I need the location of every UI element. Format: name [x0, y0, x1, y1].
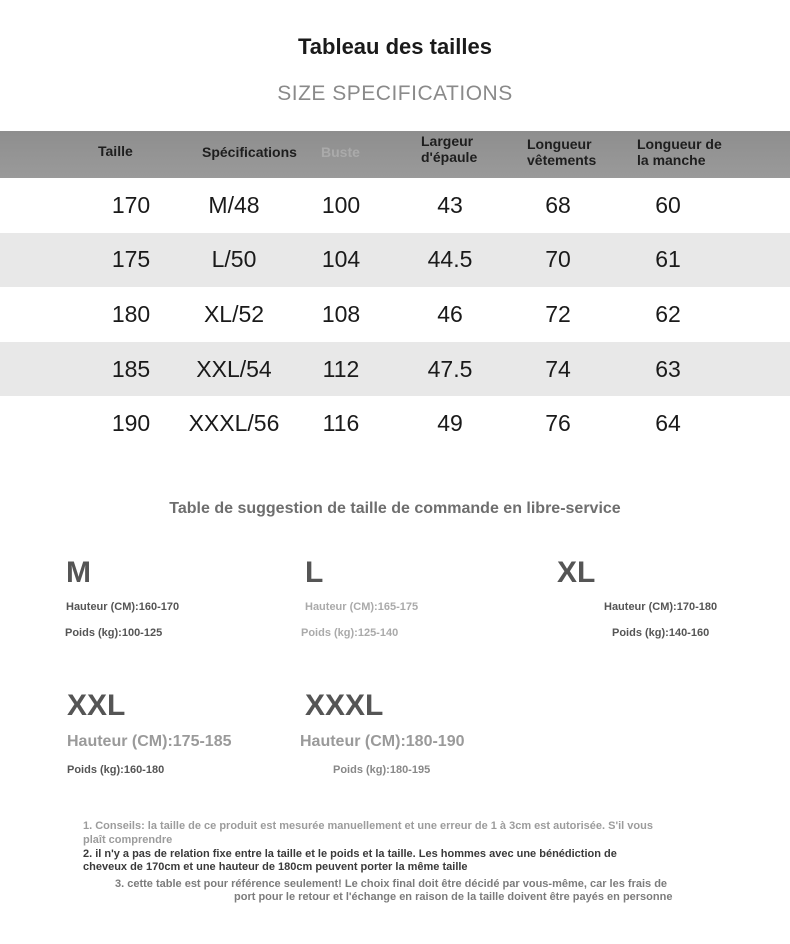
table-row	[0, 342, 790, 397]
table-cell: 76	[545, 410, 571, 437]
table-cell: M/48	[208, 191, 260, 218]
table-cell: 60	[655, 191, 681, 218]
size-weight: Poids (kg):160-180	[67, 764, 165, 776]
table-cell: 175	[111, 246, 151, 273]
table-cell: 190	[111, 410, 151, 437]
table-cell: 43	[437, 191, 463, 218]
table-cell: 46	[437, 300, 463, 327]
table-cell: 180	[111, 300, 151, 327]
note-1-line-1: 1. Conseils: la taille de ce produit est mesurée manuellement et une erreur de 1 à 3cm est autorisée. S'il vous	[83, 820, 653, 832]
table-cell: L/50	[211, 246, 257, 273]
table-cell: 112	[322, 355, 360, 382]
column-header-taille: Taille	[98, 143, 133, 159]
note-2-line-1: 2. il n'y a pas de relation fixe entre la taille et le poids et la taille. Les hommes avec une bénédiction de	[83, 848, 617, 860]
column-header-longueur-manche: Longueur de la manche	[637, 136, 722, 168]
size-weight: Poids (kg):125-140	[301, 627, 399, 639]
table-cell: 47.5	[427, 355, 473, 382]
size-label: XL	[557, 556, 596, 589]
suggestion-title: Table de suggestion de taille de commande en libre-service	[169, 500, 621, 517]
size-weight: Poids (kg):100-125	[65, 627, 163, 639]
table-cell: 170	[111, 191, 151, 218]
table-cell: XXXL/56	[188, 410, 280, 437]
column-header-specifications: Spécifications	[202, 144, 297, 160]
table-cell: XXL/54	[196, 355, 272, 382]
table-body	[0, 178, 790, 451]
size-label: XXXL	[305, 689, 384, 722]
table-row	[0, 287, 790, 342]
size-label: XXL	[67, 689, 126, 722]
table-cell: 108	[321, 300, 361, 327]
size-weight: Poids (kg):140-160	[612, 627, 710, 639]
column-header-buste: Buste	[321, 144, 360, 160]
table-cell: 49	[437, 410, 463, 437]
table-cell: 64	[655, 410, 681, 437]
page-subtitle: SIZE SPECIFICATIONS	[277, 82, 513, 105]
table-cell: XL/52	[203, 300, 265, 327]
note-1-line-2: plaît comprendre	[83, 834, 173, 846]
note-2-line-2: cheveux de 170cm et une hauteur de 180cm peuvent porter la même taille	[83, 861, 468, 873]
size-height: Hauteur (CM):170-180	[604, 601, 718, 613]
note-3-line-1: 3. cette table est pour référence seulement! Le choix final doit être décidé par vous-même, car les frais de	[115, 878, 668, 890]
size-label: L	[305, 556, 324, 589]
size-weight: Poids (kg):180-195	[333, 764, 431, 776]
table-header	[0, 131, 790, 178]
size-height: Hauteur (CM):160-170	[66, 601, 180, 613]
size-height: Hauteur (CM):165-175	[305, 601, 419, 613]
table-cell: 72	[545, 300, 571, 327]
table-cell: 44.5	[427, 246, 473, 273]
table-cell: 70	[545, 246, 571, 273]
table-cell: 63	[655, 355, 681, 382]
size-height: Hauteur (CM):180-190	[300, 733, 465, 750]
table-cell: 104	[321, 246, 361, 273]
size-table	[0, 131, 790, 451]
table-cell: 185	[111, 355, 151, 382]
table-row	[0, 396, 790, 451]
page-title: Tableau des tailles	[297, 34, 492, 59]
table-row	[0, 233, 790, 288]
table-cell: 61	[655, 246, 681, 273]
table-cell: 100	[321, 191, 361, 218]
table-cell: 74	[545, 355, 571, 382]
size-label: M	[66, 556, 91, 589]
table-cell: 68	[545, 191, 571, 218]
column-header-largeur-epaule: Largeur d'épaule	[421, 133, 478, 165]
table-row	[0, 178, 790, 233]
size-height: Hauteur (CM):175-185	[67, 733, 232, 750]
note-3-line-2: port pour le retour et l'échange en raison de la taille doivent être payés en personne	[234, 891, 673, 903]
table-cell: 116	[322, 410, 360, 437]
table-cell: 62	[655, 300, 681, 327]
column-header-longueur-vetements: Longueur vêtements	[527, 136, 597, 168]
